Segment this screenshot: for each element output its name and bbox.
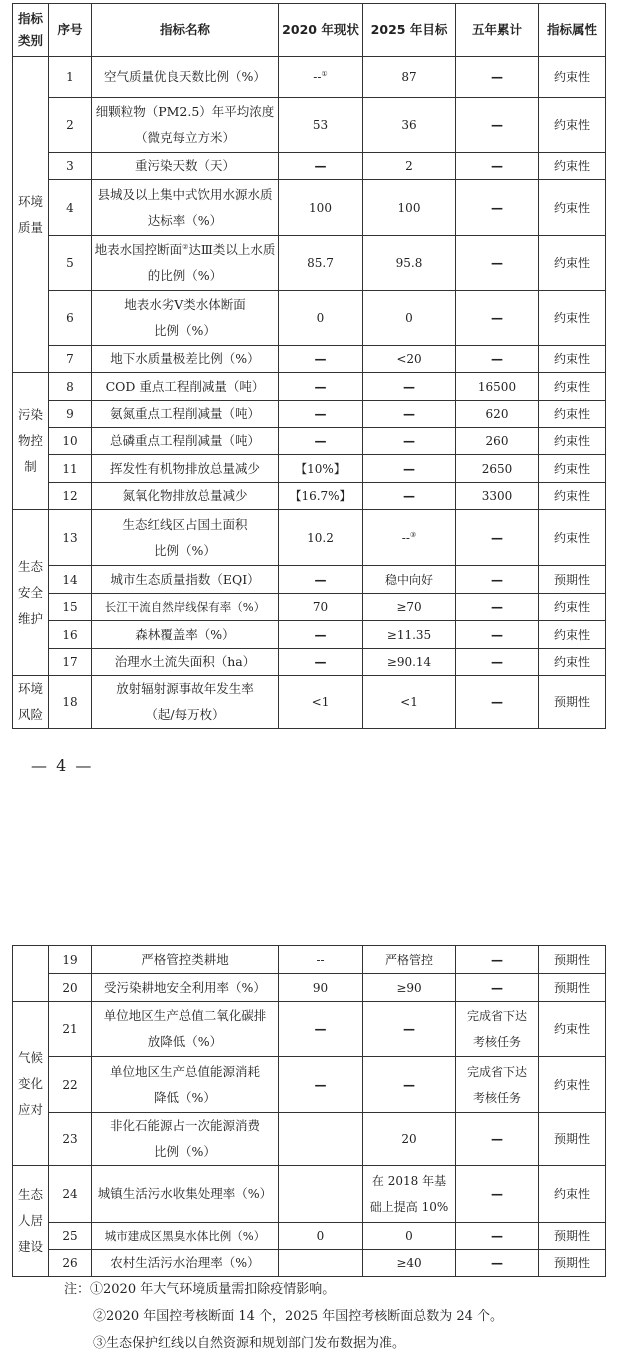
table-row xyxy=(13,1166,606,1223)
table-row xyxy=(13,1057,606,1113)
row-attr: 约束性 xyxy=(539,98,606,153)
row-2025: ≥70 xyxy=(363,594,456,621)
row-name: 单位地区生产总值能源消耗降低（%） xyxy=(92,1057,279,1113)
header-name: 指标名称 xyxy=(92,4,279,57)
row-no: 17 xyxy=(49,649,92,676)
header-five-year: 五年累计 xyxy=(456,4,539,57)
row-attr: 约束性 xyxy=(539,1002,606,1057)
table-row xyxy=(13,291,606,346)
row-name: 地下水质量极差比例（%） xyxy=(92,346,279,373)
indicator-table-part2 xyxy=(12,945,606,1277)
row-attr: 约束性 xyxy=(539,594,606,621)
row-no: 25 xyxy=(49,1223,92,1250)
table-row xyxy=(13,1002,606,1057)
row-attr: 约束性 xyxy=(539,291,606,346)
row-attr: 预期性 xyxy=(539,1223,606,1250)
row-2020: -- xyxy=(279,946,363,974)
row-attr: 约束性 xyxy=(539,180,606,236)
row-2025: 严格管控 xyxy=(363,946,456,974)
row-no: 5 xyxy=(49,236,92,291)
row-five-year: — xyxy=(456,946,539,974)
row-no: 26 xyxy=(49,1250,92,1277)
row-name: 农村生活污水治理率（%） xyxy=(92,1250,279,1277)
row-attr: 约束性 xyxy=(539,1057,606,1113)
row-attr: 预期性 xyxy=(539,1113,606,1166)
value-text: -- xyxy=(401,530,410,545)
row-five-year: — xyxy=(456,1250,539,1277)
row-2020: 【16.7%】 xyxy=(279,483,363,510)
row-attr: 预期性 xyxy=(539,1250,606,1277)
row-attr: 约束性 xyxy=(539,621,606,649)
table-row xyxy=(13,566,606,594)
table-row xyxy=(13,98,606,153)
table-row xyxy=(13,180,606,236)
table-row xyxy=(13,401,606,428)
row-2020: 0 xyxy=(279,1223,363,1250)
row-no: 18 xyxy=(49,676,92,729)
row-five-year: 完成省下达考核任务 xyxy=(456,1002,539,1057)
row-five-year: 260 xyxy=(456,428,539,455)
row-no: 2 xyxy=(49,98,92,153)
row-five-year: — xyxy=(456,98,539,153)
row-name: 重污染天数（天） xyxy=(92,153,279,180)
row-no: 16 xyxy=(49,621,92,649)
row-five-year: — xyxy=(456,153,539,180)
row-no: 23 xyxy=(49,1113,92,1166)
row-2025: <1 xyxy=(363,676,456,729)
row-no: 8 xyxy=(49,373,92,401)
row-no: 19 xyxy=(49,946,92,974)
row-attr: 约束性 xyxy=(539,510,606,566)
row-2025: — xyxy=(363,1057,456,1113)
row-2025: 36 xyxy=(363,98,456,153)
row-2025: 0 xyxy=(363,1223,456,1250)
row-2020 xyxy=(279,57,363,98)
row-five-year: — xyxy=(456,974,539,1002)
row-2020: — xyxy=(279,1002,363,1057)
header-attr: 指标属性 xyxy=(539,4,606,57)
category-climate: 气候变化应对 xyxy=(13,1002,49,1166)
footnotes xyxy=(64,1276,503,1357)
row-no: 1 xyxy=(49,57,92,98)
row-2020: — xyxy=(279,621,363,649)
row-2025: 87 xyxy=(363,57,456,98)
row-2020: — xyxy=(279,373,363,401)
row-no: 14 xyxy=(49,566,92,594)
row-2020: — xyxy=(279,346,363,373)
row-name: 城市建成区黑臭水体比例（%） xyxy=(92,1223,279,1250)
row-five-year: — xyxy=(456,1223,539,1250)
row-name: 单位地区生产总值二氧化碳排放降低（%） xyxy=(92,1002,279,1057)
row-five-year: — xyxy=(456,346,539,373)
table-row xyxy=(13,483,606,510)
row-2020: — xyxy=(279,153,363,180)
row-five-year: — xyxy=(456,1113,539,1166)
category-env-quality: 环境质量 xyxy=(13,57,49,373)
row-no: 7 xyxy=(49,346,92,373)
row-no: 15 xyxy=(49,594,92,621)
table-row xyxy=(13,621,606,649)
row-name: 氨氮重点工程削减量（吨） xyxy=(92,401,279,428)
row-2025 xyxy=(363,510,456,566)
row-attr: 约束性 xyxy=(539,346,606,373)
row-name: 地表水劣Ⅴ类水体断面比例（%） xyxy=(92,291,279,346)
row-2020: <1 xyxy=(279,676,363,729)
table-row xyxy=(13,236,606,291)
row-2025: — xyxy=(363,1002,456,1057)
row-no: 11 xyxy=(49,455,92,483)
table-row xyxy=(13,455,606,483)
row-five-year: — xyxy=(456,180,539,236)
row-2020: 10.2 xyxy=(279,510,363,566)
row-2025: 0 xyxy=(363,291,456,346)
row-five-year: 2650 xyxy=(456,455,539,483)
header-2020: 2020 年现状 xyxy=(279,4,363,57)
footnote-3: ③生态保护红线以自然资源和规划部门发布数据为准。 xyxy=(93,1336,406,1351)
row-name: 受污染耕地安全利用率（%） xyxy=(92,974,279,1002)
row-five-year: — xyxy=(456,57,539,98)
table-row xyxy=(13,510,606,566)
row-name: 县城及以上集中式饮用水源水质达标率（%） xyxy=(92,180,279,236)
row-name: 放射辐射源事故年发生率（起/每万枚） xyxy=(92,676,279,729)
header-category: 指标类别 xyxy=(13,4,49,57)
row-five-year: — xyxy=(456,621,539,649)
row-attr: 约束性 xyxy=(539,401,606,428)
row-attr: 预期性 xyxy=(539,676,606,729)
row-name: COD 重点工程削减量（吨） xyxy=(92,373,279,401)
value-text: -- xyxy=(313,70,322,84)
table-row xyxy=(13,1223,606,1250)
row-no: 22 xyxy=(49,1057,92,1113)
category-pollution: 污染物控制 xyxy=(13,373,49,510)
table-row xyxy=(13,57,606,98)
row-2020: — xyxy=(279,428,363,455)
row-no: 10 xyxy=(49,428,92,455)
row-2020: 85.7 xyxy=(279,236,363,291)
row-2025: 稳中向好 xyxy=(363,566,456,594)
row-2020: — xyxy=(279,1057,363,1113)
table-header-row xyxy=(13,4,606,57)
row-attr: 约束性 xyxy=(539,1166,606,1223)
row-name: 空气质量优良天数比例（%） xyxy=(92,57,279,98)
row-name: 挥发性有机物排放总量减少 xyxy=(92,455,279,483)
row-2025: ≥40 xyxy=(363,1250,456,1277)
footnote-2: ②2020 年国控考核断面 14 个，2025 年国控考核断面总数为 24 个。 xyxy=(93,1309,504,1324)
name-part-b: 达Ⅲ类以上水质的比例（%） xyxy=(147,242,276,283)
name-part-a: 地表水国控断面 xyxy=(94,242,183,257)
row-name: 城市生态质量指数（EQI） xyxy=(92,566,279,594)
table-row xyxy=(13,153,606,180)
row-no: 4 xyxy=(49,180,92,236)
table-row xyxy=(13,1250,606,1277)
row-2020 xyxy=(279,1250,363,1277)
row-five-year: — xyxy=(456,291,539,346)
category-eco-security: 生态安全维护 xyxy=(13,510,49,676)
table-row xyxy=(13,594,606,621)
row-name: 森林覆盖率（%） xyxy=(92,621,279,649)
category-eco-living: 生态人居建设 xyxy=(13,1166,49,1277)
table-row xyxy=(13,428,606,455)
row-2020: 100 xyxy=(279,180,363,236)
row-2025: — xyxy=(363,401,456,428)
row-no: 24 xyxy=(49,1166,92,1223)
category-env-risk: 环境风险 xyxy=(13,676,49,729)
category-eco-security-cont xyxy=(13,946,49,1002)
row-2025: — xyxy=(363,455,456,483)
row-2025: 100 xyxy=(363,180,456,236)
table-row xyxy=(13,676,606,729)
row-name: 非化石能源占一次能源消费比例（%） xyxy=(92,1113,279,1166)
row-five-year: — xyxy=(456,594,539,621)
page-number: — 4 — xyxy=(31,756,94,775)
row-2025: 2 xyxy=(363,153,456,180)
row-2020 xyxy=(279,1113,363,1166)
table-row xyxy=(13,946,606,974)
row-no: 13 xyxy=(49,510,92,566)
row-2020: — xyxy=(279,649,363,676)
footnote-ref: ① xyxy=(321,70,328,78)
row-2020: 90 xyxy=(279,974,363,1002)
row-attr: 预期性 xyxy=(539,974,606,1002)
row-2025: — xyxy=(363,428,456,455)
row-attr: 约束性 xyxy=(539,373,606,401)
table-row xyxy=(13,346,606,373)
row-attr: 约束性 xyxy=(539,455,606,483)
row-name: 细颗粒物（PM2.5）年平均浓度（微克每立方米） xyxy=(92,98,279,153)
row-five-year: — xyxy=(456,566,539,594)
row-five-year: — xyxy=(456,510,539,566)
row-2025: — xyxy=(363,373,456,401)
row-no: 3 xyxy=(49,153,92,180)
header-no: 序号 xyxy=(49,4,92,57)
row-2025: — xyxy=(363,483,456,510)
row-2020: 0 xyxy=(279,291,363,346)
row-name: 严格管控类耕地 xyxy=(92,946,279,974)
row-2025: <20 xyxy=(363,346,456,373)
footnote-1: 注：①2020 年大气环境质量需扣除疫情影响。 xyxy=(64,1282,336,1297)
row-attr: 约束性 xyxy=(539,236,606,291)
row-2025: 20 xyxy=(363,1113,456,1166)
row-no: 21 xyxy=(49,1002,92,1057)
row-2025: ≥11.35 xyxy=(363,621,456,649)
row-five-year: 完成省下达考核任务 xyxy=(456,1057,539,1113)
row-name: 长江干流自然岸线保有率（%） xyxy=(92,594,279,621)
row-name: 生态红线区占国土面积比例（%） xyxy=(92,510,279,566)
footnote-ref: ③ xyxy=(409,530,417,539)
row-attr: 约束性 xyxy=(539,57,606,98)
footnote-ref: ② xyxy=(182,242,189,251)
table-row xyxy=(13,373,606,401)
row-attr: 预期性 xyxy=(539,946,606,974)
row-attr: 约束性 xyxy=(539,428,606,455)
indicator-table-part1 xyxy=(12,3,606,729)
table-row xyxy=(13,974,606,1002)
row-five-year: — xyxy=(456,649,539,676)
row-five-year: — xyxy=(456,236,539,291)
row-name: 治理水土流失面积（ha） xyxy=(92,649,279,676)
row-name: 城镇生活污水收集处理率（%） xyxy=(92,1166,279,1223)
row-no: 20 xyxy=(49,974,92,1002)
table-row xyxy=(13,649,606,676)
row-name xyxy=(92,236,279,291)
row-no: 12 xyxy=(49,483,92,510)
row-five-year: — xyxy=(456,676,539,729)
table-row xyxy=(13,1113,606,1166)
row-2020: — xyxy=(279,566,363,594)
row-2020: 53 xyxy=(279,98,363,153)
row-2020: 70 xyxy=(279,594,363,621)
row-name: 总磷重点工程削减量（吨） xyxy=(92,428,279,455)
row-no: 9 xyxy=(49,401,92,428)
row-no: 6 xyxy=(49,291,92,346)
row-2020: 【10%】 xyxy=(279,455,363,483)
row-attr: 约束性 xyxy=(539,649,606,676)
row-five-year: 3300 xyxy=(456,483,539,510)
row-2025: ≥90 xyxy=(363,974,456,1002)
row-2025: 95.8 xyxy=(363,236,456,291)
row-2025: 在 2018 年基础上提高 10% xyxy=(363,1166,456,1223)
row-five-year: 16500 xyxy=(456,373,539,401)
row-attr: 约束性 xyxy=(539,483,606,510)
row-2020: — xyxy=(279,401,363,428)
row-name: 氮氧化物排放总量减少 xyxy=(92,483,279,510)
header-2025: 2025 年目标 xyxy=(363,4,456,57)
row-2025: ≥90.14 xyxy=(363,649,456,676)
row-2020 xyxy=(279,1166,363,1223)
row-attr: 约束性 xyxy=(539,153,606,180)
row-five-year: — xyxy=(456,1166,539,1223)
row-five-year: 620 xyxy=(456,401,539,428)
row-attr: 预期性 xyxy=(539,566,606,594)
